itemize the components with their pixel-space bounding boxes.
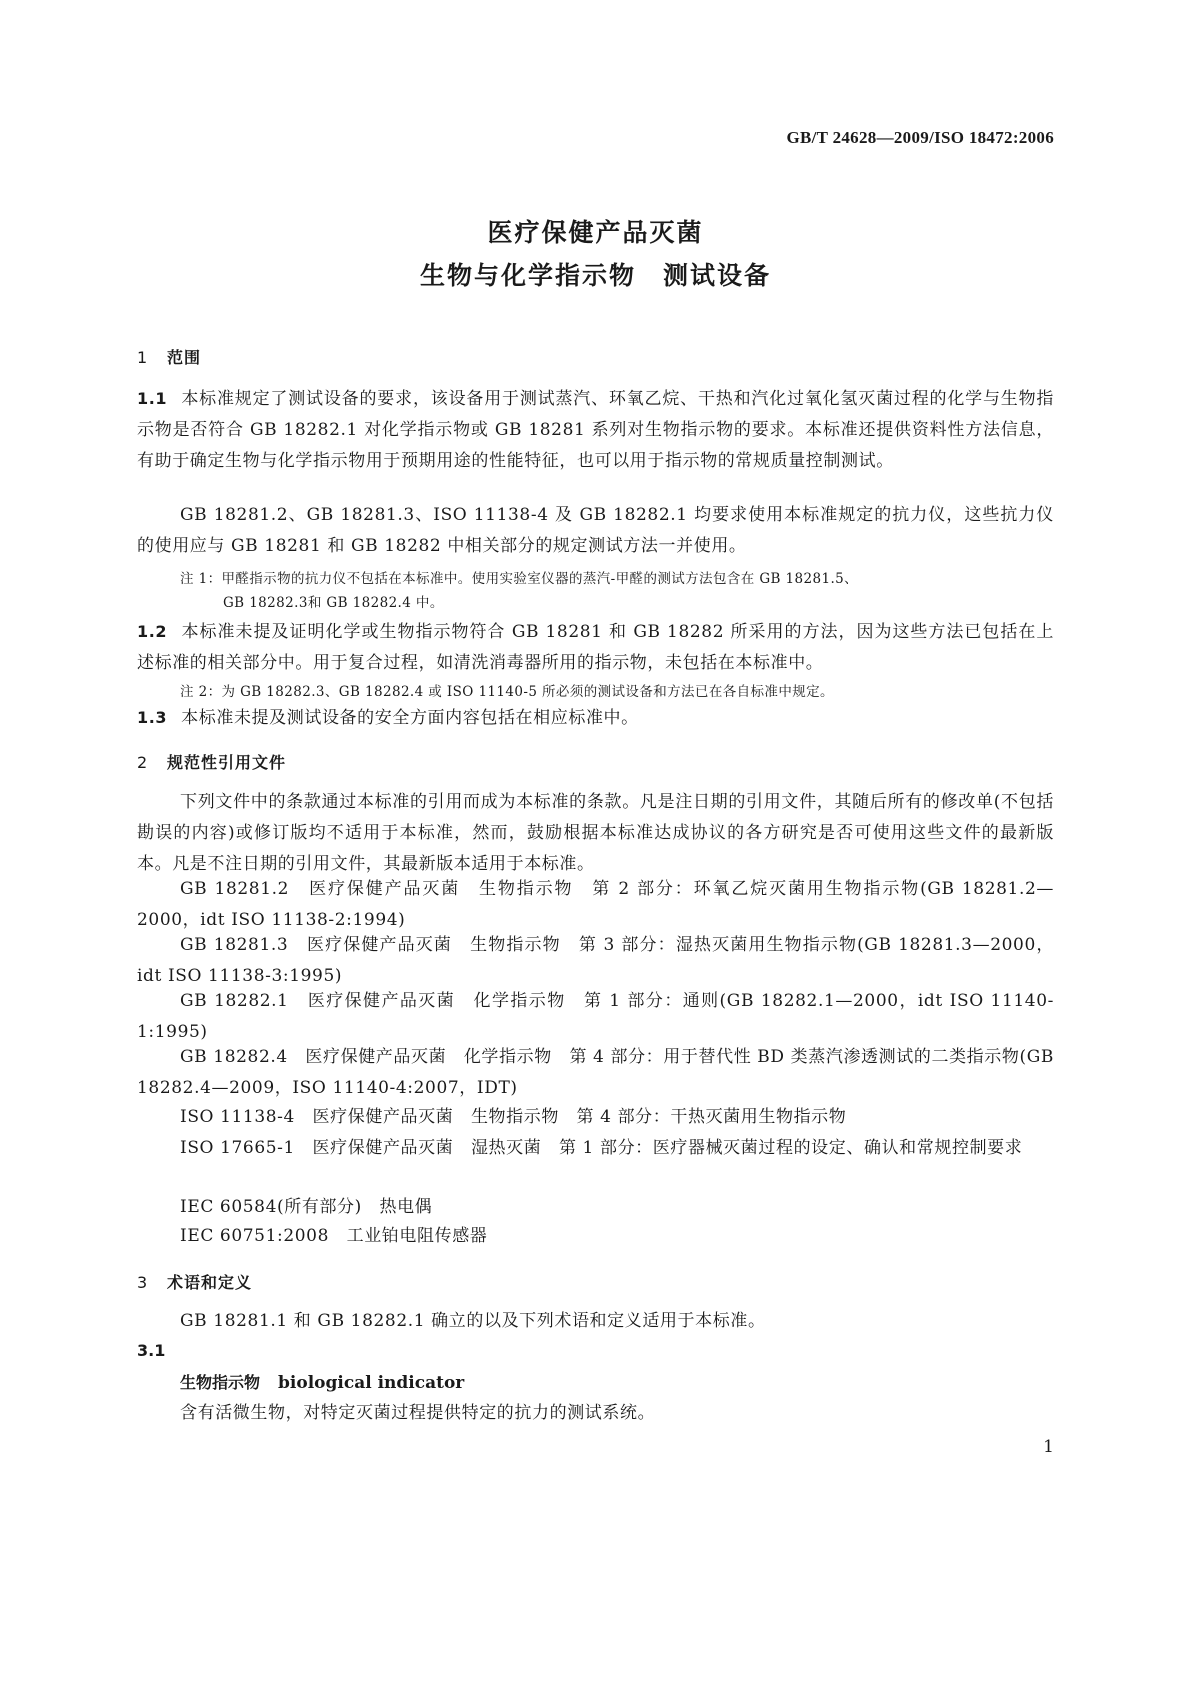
section-2-intro: 下列文件中的条款通过本标准的引用而成为本标准的条款。凡是注日期的引用文件，其随后所有的修改单(不包括勘误的内容)或修订版均不适用于本标准，然而，鼓励根据本标准达成协议的各方研究是否可使用这些文件的最新版本。凡是不注日期的引用文件，其最新版本适用于本标准。 (137, 792, 1054, 874)
section-1-title: 范围 (167, 348, 202, 367)
section-1-number: 1 (137, 348, 149, 367)
page-number: 1 (1043, 1437, 1054, 1457)
standard-code: GB/T 24628—2009/ISO 18472:2006 (786, 128, 1054, 147)
clause-1-1-text: 本标准规定了测试设备的要求，该设备用于测试蒸汽、环氧乙烷、干热和汽化过氧化氢灭菌过程的化学与生物指示物是否符合 GB 18282.1 对化学指示物或 GB 18281 系列对生物指示物的要求。本标准还提供资料性方法信息，有助于确定生物与化学指示物用于预期用途的性能特征，也可以用于指示物的常规质量控制测试。 (137, 389, 1054, 471)
reference-item: GB 18281.2 医疗保健产品灭菌 生物指示物 第 2 部分：环氧乙烷灭菌用生物指示物(GB 18281.2—2000，idt ISO 11138-2:1994) (137, 879, 1054, 930)
section-3-heading (137, 1270, 252, 1293)
reference-item: IEC 60584(所有部分) 热电偶 (180, 1197, 433, 1217)
term-definition: 含有活微生物，对特定灭菌过程提供特定的抗力的测试系统。 (180, 1403, 656, 1423)
reference-item: GB 18282.4 医疗保健产品灭菌 化学指示物 第 4 部分：用于替代性 BD 类蒸汽渗透测试的二类指示物(GB 18282.4—2009，ISO 11140-4:2007，IDT) (137, 1047, 1054, 1098)
reference-item: IEC 60751:2008 工业铂电阻传感器 (180, 1226, 488, 1246)
clause-1-1-number: 1.1 (137, 389, 168, 408)
section-3-intro: GB 18281.1 和 GB 18282.1 确立的以及下列术语和定义适用于本标准。 (180, 1311, 766, 1331)
section-1-heading (137, 345, 201, 368)
section-2-heading (137, 750, 286, 773)
reference-item: GB 18282.1 医疗保健产品灭菌 化学指示物 第 1 部分：通则(GB 18282.1—2000，idt ISO 11140-1:1995) (137, 991, 1054, 1042)
section-2-title: 规范性引用文件 (167, 753, 287, 772)
clause-1-3-number: 1.3 (137, 708, 168, 727)
note-1-line-1: 注 1：甲醛指示物的抗力仪不包括在本标准中。使用实验室仪器的蒸汽-甲醛的测试方法包含在 GB 18281.5、 (180, 571, 859, 587)
note-2: 注 2：为 GB 18282.3、GB 18282.4 或 ISO 11140-5 所必须的测试设备和方法已在各自标准中规定。 (180, 684, 834, 700)
document-title-line1: 医疗保健产品灭菌 (487, 218, 704, 247)
term-entry (180, 1370, 464, 1393)
section-3-title: 术语和定义 (167, 1273, 253, 1292)
clause-1-1 (137, 383, 1054, 477)
term-english: biological indicator (278, 1373, 465, 1393)
clause-1-3 (137, 702, 1054, 734)
document-title-line2: 生物与化学指示物 测试设备 (419, 261, 771, 290)
clause-1-2-text: 本标准未提及证明化学或生物指示物符合 GB 18281 和 GB 18282 所采用的方法，因为这些方法已包括在上述标准的相关部分中。用于复合过程，如清洗消毒器所用的指示物，未包括在本标准中。 (137, 622, 1054, 673)
section-2-number: 2 (137, 753, 149, 772)
reference-item: GB 18281.3 医疗保健产品灭菌 生物指示物 第 3 部分：湿热灭菌用生物指示物(GB 18281.3—2000，idt ISO 11138-3:1995) (137, 935, 1054, 986)
clause-1-2 (137, 616, 1054, 679)
reference-item: ISO 11138-4 医疗保健产品灭菌 生物指示物 第 4 部分：干热灭菌用生物指示物 (180, 1107, 847, 1127)
clause-1-2-number: 1.2 (137, 622, 168, 641)
reference-item: ISO 17665-1 医疗保健产品灭菌 湿热灭菌 第 1 部分：医疗器械灭菌过程的设定、确认和常规控制要求 (180, 1138, 1023, 1158)
section-3-number: 3 (137, 1273, 149, 1292)
clause-3-1-number: 3.1 (137, 1341, 166, 1360)
clause-1-3-text: 本标准未提及测试设备的安全方面内容包括在相应标准中。 (181, 708, 639, 728)
note-1-line-2: GB 18282.3和 GB 18282.4 中。 (223, 595, 444, 611)
term-chinese: 生物指示物 (180, 1373, 261, 1392)
section-1-paragraph-2: GB 18281.2、GB 18281.3、ISO 11138-4 及 GB 18282.1 均要求使用本标准规定的抗力仪，这些抗力仪的使用应与 GB 18281 和 GB 18282 中相关部分的规定测试方法一并使用。 (137, 505, 1054, 556)
